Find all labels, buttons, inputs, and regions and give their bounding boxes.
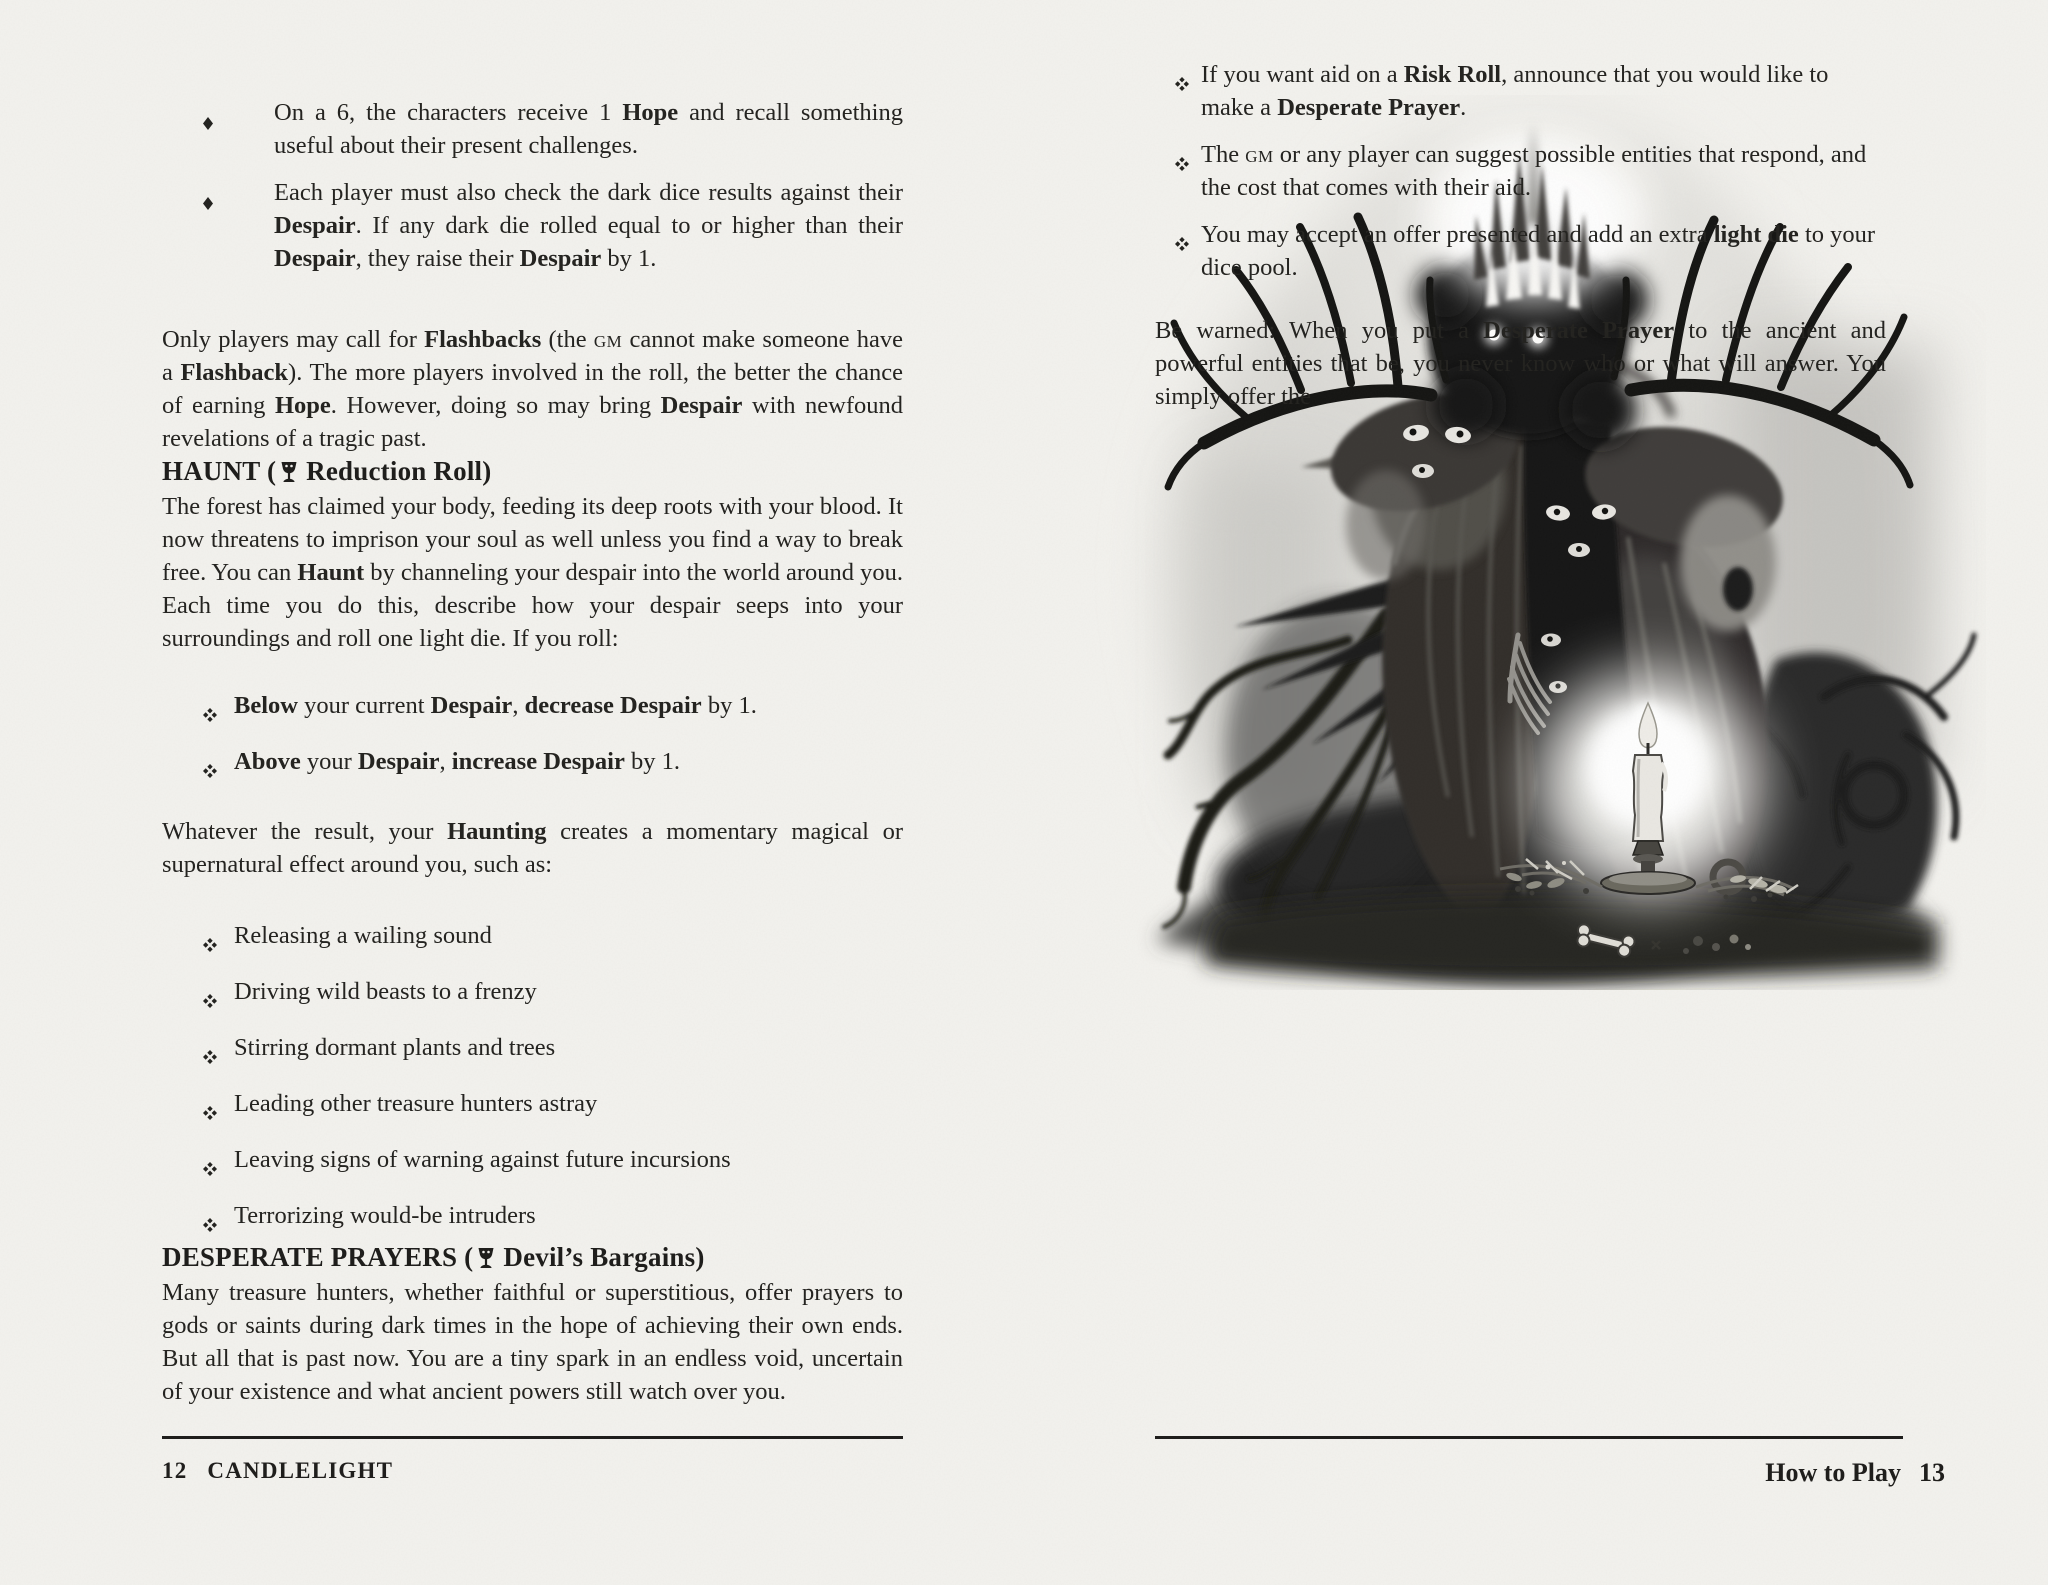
list-item-text: Each player must also check the dark dice results against their Despair. If any dark die rolled equal to or higher than their Despair, they raise their Despair by 1. [274, 179, 903, 272]
candlestick [1633, 841, 1663, 855]
list-item-text: Leaving signs of warning against future incursions [234, 1146, 731, 1173]
quad-diamond-bullet-icon [1175, 67, 1189, 100]
list-item-text: Driving wild beasts to a frenzy [234, 978, 537, 1005]
list-item [162, 975, 903, 1017]
diamond-bullet-icon [203, 106, 213, 139]
section-title: How to Play [1765, 1458, 1901, 1487]
list-item [162, 1143, 903, 1185]
quad-diamond-bullet-icon [203, 928, 217, 961]
flashback-bullet-list [162, 96, 903, 275]
list-item-text: You may accept an offer presented and add an extra light die to your dice pool. [1201, 221, 1876, 281]
left-footer [162, 1458, 393, 1484]
haunt-paragraph: The forest has claimed your body, feeding its deep roots with your blood. It now threatens to imprison your soul as well unless you find a way to break free. You can Haunt by channeling your despair into the world around you. Each time you do this, describe how your despair seeps into your surroundings and roll one light die. If you roll: [162, 493, 904, 652]
quad-diamond-bullet-icon [203, 1208, 217, 1241]
haunt-heading-post: Reduction Roll) [306, 456, 492, 486]
quad-diamond-bullet-icon [1175, 227, 1189, 260]
footer-rule [162, 1436, 903, 1439]
warning-paragraph: Be warned: When you put a Desperate Prayer to the ancient and powerful entities that be, you never know who or what will answer. You simply offer the [1155, 317, 1886, 410]
quad-diamond-bullet-icon [1175, 147, 1189, 180]
haunt-heading-pre: HAUNT ( [162, 456, 277, 486]
chalice-icon [279, 458, 299, 480]
list-item [162, 1031, 903, 1073]
list-item-text: Leading other treasure hunters astray [234, 1090, 598, 1117]
book-title: CANDLELIGHT [207, 1458, 394, 1483]
left-text-column [162, 0, 903, 1408]
desperate-prayers-heading [162, 1241, 903, 1274]
right-footer [1155, 1458, 1945, 1488]
prayers-paragraph: Many treasure hunters, whether faithful or superstitious, offer prayers to gods or saints during dark times in the hope of achieving their own ends. But all that is past now. You are a tiny spark in an endless void, uncertain of your existence and what ancient powers still watch over you. [162, 1279, 903, 1405]
prayers-heading-pre: DESPERATE PRAYERS ( [162, 1242, 474, 1272]
list-item [162, 1087, 903, 1129]
list-item [1155, 138, 1886, 204]
page-number: 13 [1919, 1458, 1945, 1487]
list-item-text: If you want aid on a Risk Roll, announce that you would like to make a Desperate Prayer. [1201, 61, 1829, 121]
flashbacks-paragraph: Only players may call for Flashbacks (the GM cannot make someone have a Flashback). The more players involved in the roll, the better the chance of earning Hope. However, doing so may bring Despair with newfound revelations of a tragic past. [162, 326, 903, 452]
list-item-text: Below your current Despair, decrease Despair by 1. [234, 692, 757, 719]
list-item [162, 689, 903, 731]
quad-diamond-bullet-icon [203, 984, 217, 1017]
quad-diamond-bullet-icon [203, 1096, 217, 1129]
list-item-text: Releasing a wailing sound [234, 922, 492, 949]
list-item-text: Terrorizing would-be intruders [234, 1202, 536, 1229]
footer-rule [1155, 1436, 1903, 1439]
list-item-text: On a 6, the characters receive 1 Hope and recall something useful about their present challenges. [274, 99, 903, 159]
list-item [1155, 218, 1886, 284]
list-item [162, 745, 903, 787]
haunt-effects-list [162, 919, 903, 1241]
haunting-paragraph: Whatever the result, your Haunting creates a momentary magical or supernatural effect around you, such as: [162, 818, 904, 878]
right-text-column [1155, 0, 1886, 413]
list-item [1155, 58, 1886, 124]
list-item [162, 96, 903, 162]
list-item [162, 919, 903, 961]
page-right [1024, 0, 2048, 1585]
quad-diamond-bullet-icon [203, 698, 217, 731]
right-roots [1746, 635, 1974, 917]
page-number: 12 [162, 1458, 188, 1483]
list-item-text: Above your Despair, increase Despair by 1. [234, 748, 680, 775]
chalice-icon [476, 1244, 496, 1266]
roll-result-list [162, 689, 903, 787]
haunt-heading [162, 455, 903, 488]
desperate-prayer-list [1155, 58, 1886, 284]
list-item-text: Stirring dormant plants and trees [234, 1034, 556, 1061]
diamond-bullet-icon [203, 186, 213, 219]
prayers-heading-post: Devil’s Bargains) [503, 1242, 705, 1272]
quad-diamond-bullet-icon [203, 1040, 217, 1073]
list-item [162, 176, 903, 275]
quad-diamond-bullet-icon [203, 754, 217, 787]
list-item-text: The GM or any player can suggest possible entities that respond, and the cost that comes with their aid. [1201, 141, 1867, 201]
list-item [162, 1199, 903, 1241]
quad-diamond-bullet-icon [203, 1152, 217, 1185]
